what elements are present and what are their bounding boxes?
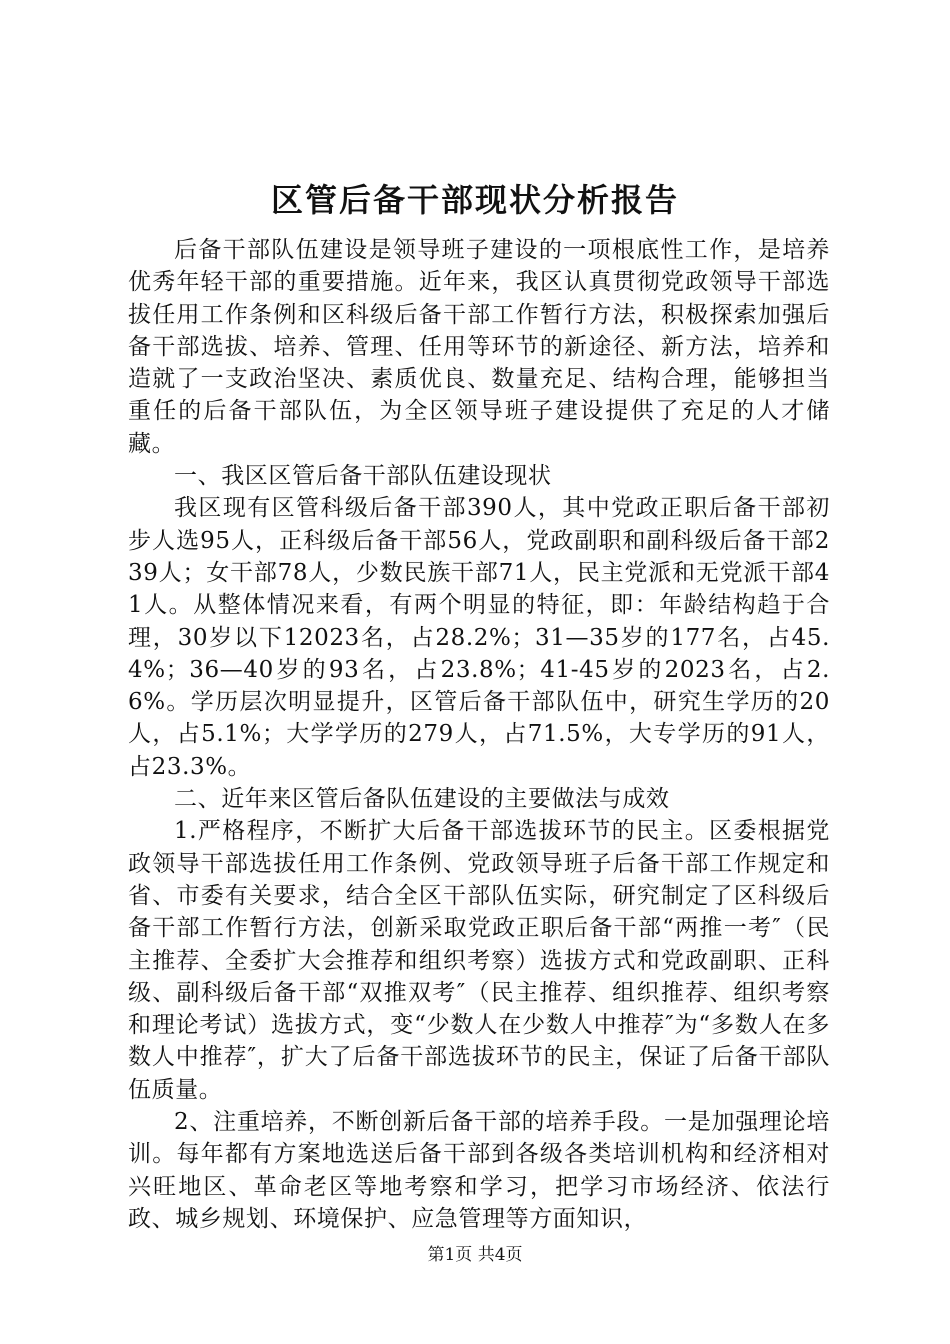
page-number-footer: 第1页 共4页 <box>427 1245 523 1265</box>
measure-paragraph-1: 1.严格程序，不断扩大后备干部选拔环节的民主。区委根据党政领导干部选拔任用工作条例、党政领导班子后备干部工作规定和省、市委有关要求，结合全区干部队伍实际，研究制定了区科级后备干部工作暂行方法，创新采取党政正职后备干部“两推一考″（民主推荐、全委扩大会推荐和组织考察）选拔方式和党政副职、正科级、副科级后备干部“双推双考″（民主推荐、组织推荐、组织考察和理论考试）选拔方式，变“少数人在少数人中推荐″为“多数人在多数人中推荐″，扩大了后备干部选拔环节的民主，保证了后备干部队伍质量。 <box>128 818 830 1103</box>
section-heading-1: 一、我区区管后备干部队伍建设现状 <box>174 463 552 490</box>
document-body <box>128 234 830 1235</box>
document-title: 区管后备干部现状分析报告 <box>270 181 679 219</box>
intro-paragraph: 后备干部队伍建设是领导班子建设的一项根底性工作，是培养优秀年轻干部的重要措施。近年来，我区认真贯彻党政领导干部选拔任用工作条例和区科级后备干部工作暂行方法，积极探索加强后备干部选拔、培养、管理、任用等环节的新途径、新方法，培养和造就了一支政治坚决、素质优良、数量充足、结构合理，能够担当重任的后备干部队伍，为全区领导班子建设提供了充足的人才储藏。 <box>128 237 830 457</box>
status-paragraph: 我区现有区管科级后备干部390人，其中党政正职后备干部初步人选95人，正科级后备干部56人，党政副职和副科级后备干部239人；女干部78人，少数民族干部71人，民主党派和无党派干部41人。从整体情况来看，有两个明显的特征，即：年龄结构趋于合理，30岁以下12023名，占28.2%；31—35岁的177名，占45.4%；36—40岁的93名，占23.8%；41-45岁的2023名，占2.6%。学历层次明显提升，区管后备干部队伍中，研究生学历的20人，占5.1%；大学学历的279人，占71.5%，大专学历的91人，占23.3%。 <box>128 495 830 780</box>
section-heading-2: 二、近年来区管后备队伍建设的主要做法与成效 <box>174 786 670 813</box>
measure-paragraph-2: 2、注重培养，不断创新后备干部的培养手段。一是加强理论培训。每年都有方案地选送后备干部到各级各类培训机构和经济相对兴旺地区、革命老区等地考察和学习，把学习市场经济、依法行政、城乡规划、环境保护、应急管理等方面知识， <box>128 1109 830 1232</box>
